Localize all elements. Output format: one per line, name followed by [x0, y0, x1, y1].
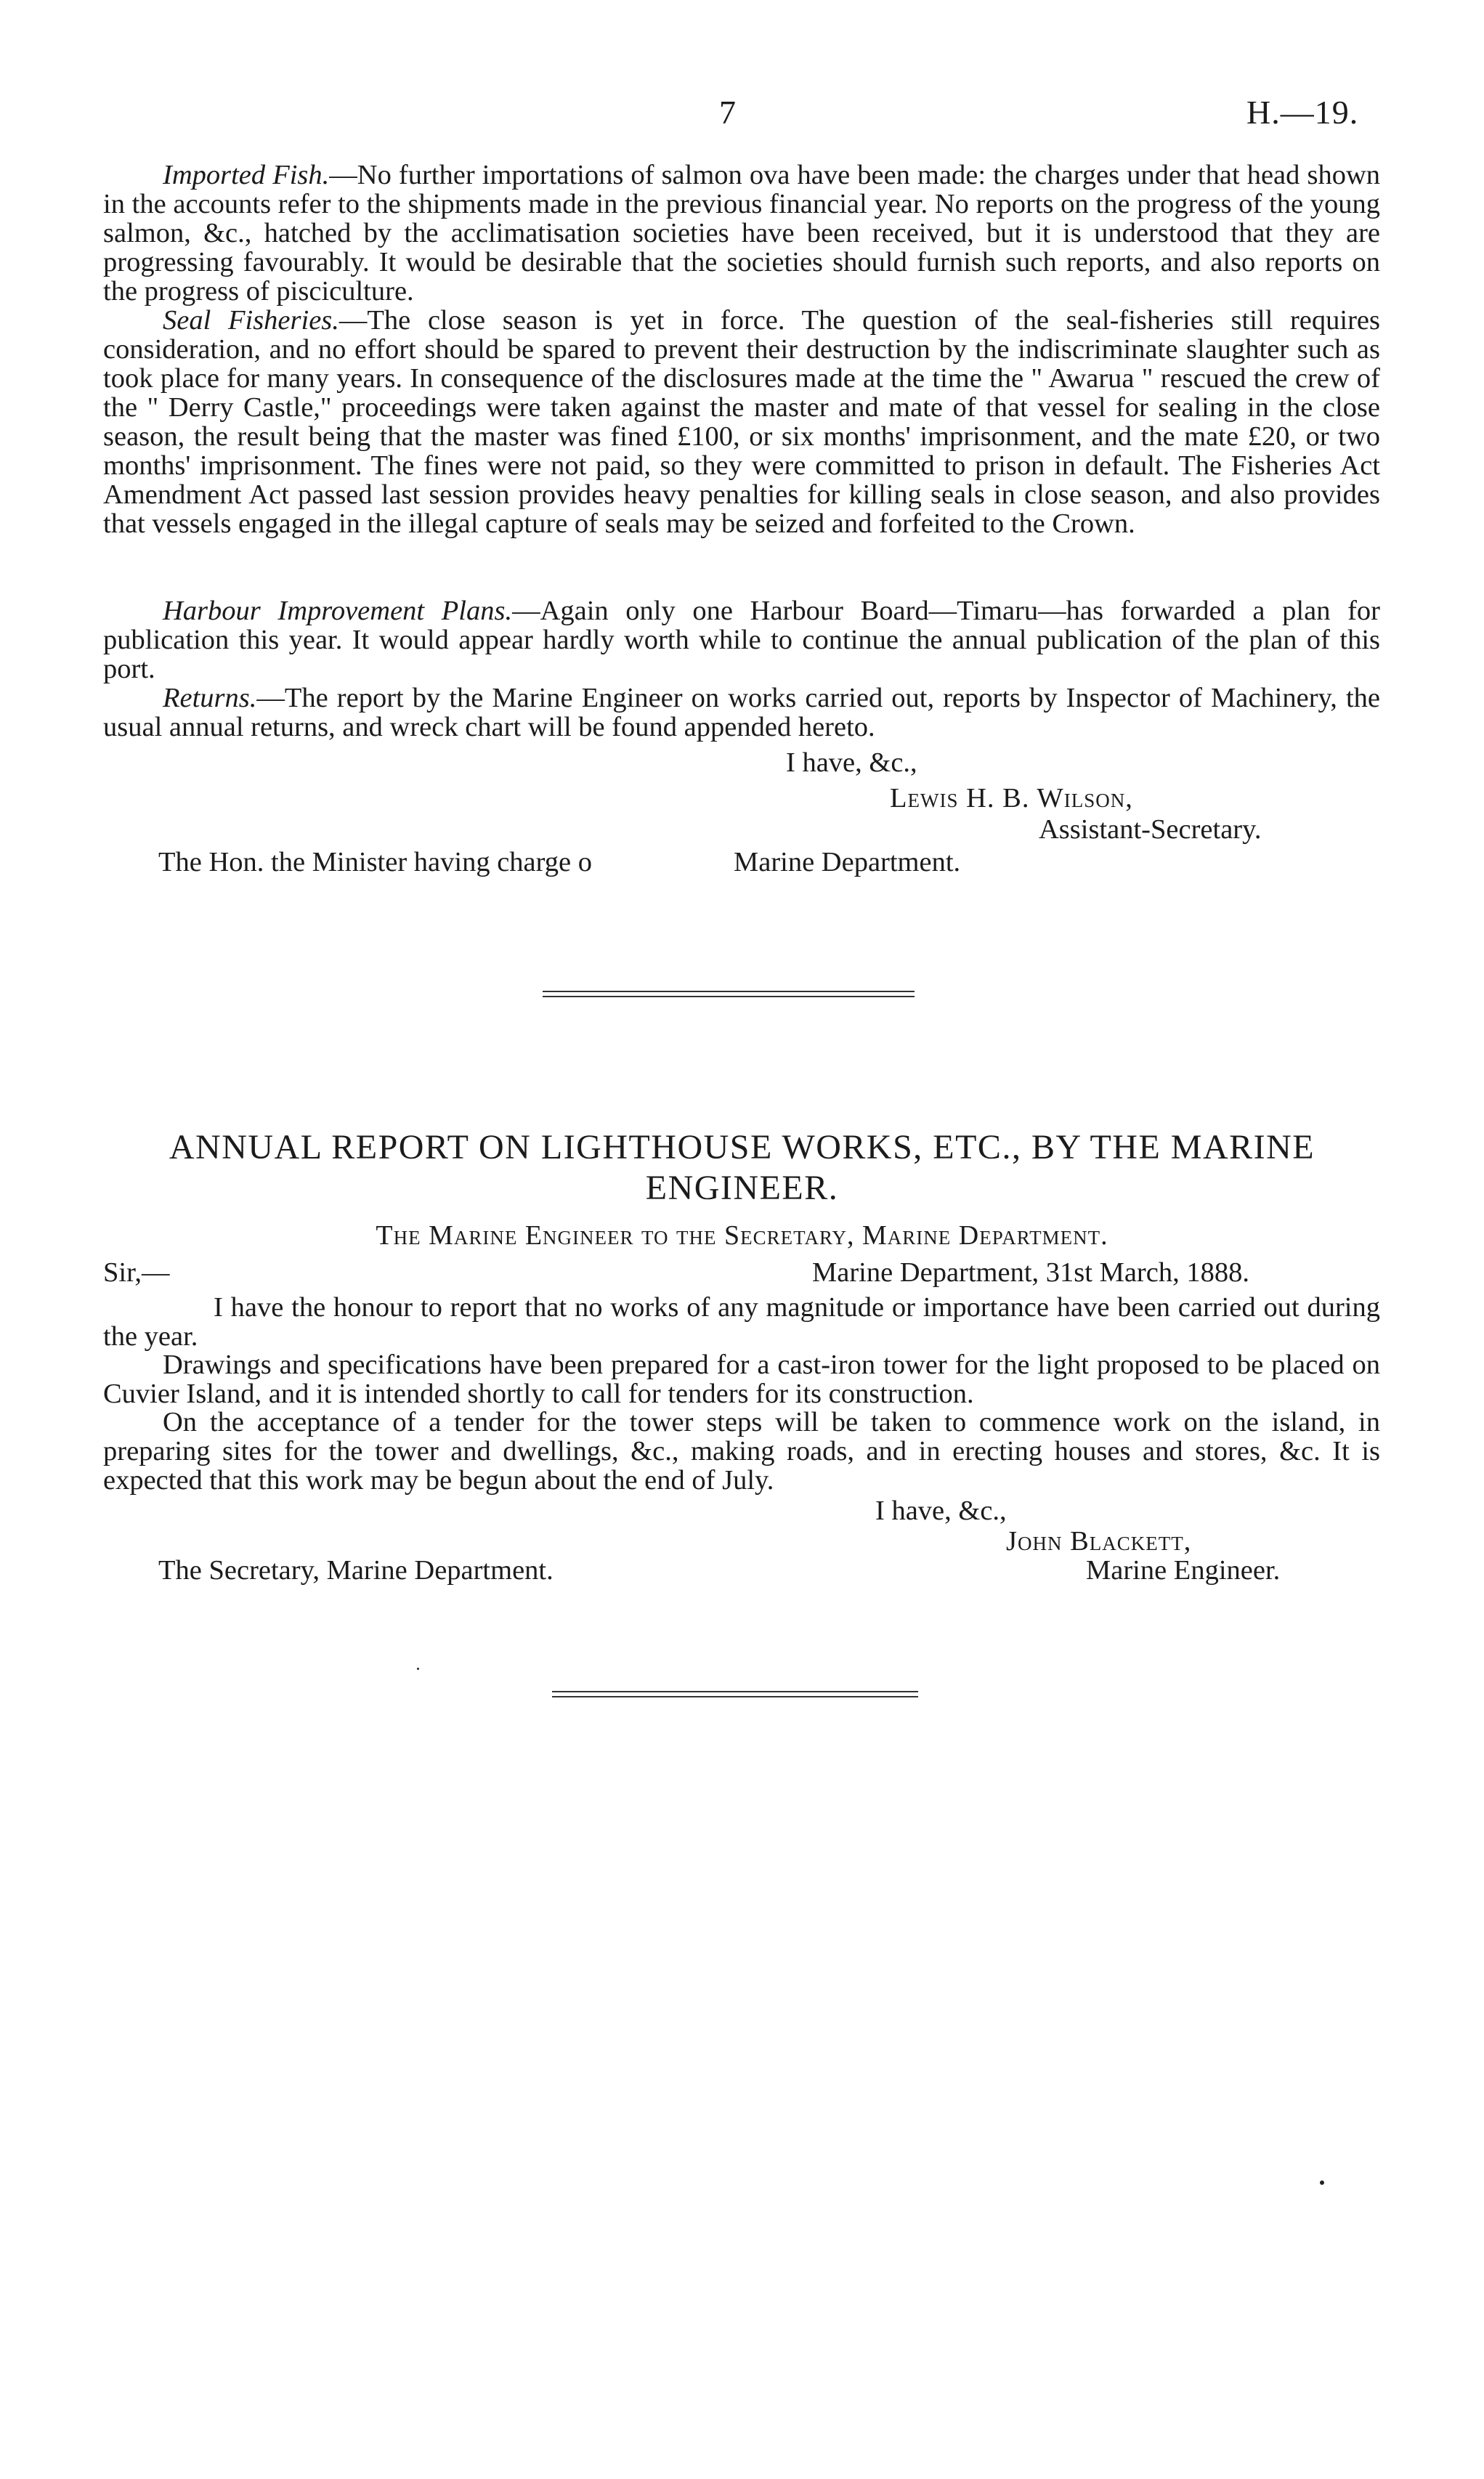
- report-addressee: The Secretary, Marine Department.: [158, 1555, 554, 1586]
- paragraph-text: —The close season is yet in force. The question of the seal-fisheries still requires consideration, and no effort should be spared to prevent their destruction by the indiscriminate slaughter such as took place for many years. In consequence of the disclosures made at the time the " Awarua " rescued the crew of the " Derry Castle," proceedings were taken against the master and mate of that vessel for sealing in the close season, the result being that the master was fined £100, or six months' imprisonment, and the mate £20, or two months' imprisonment. The fines were not paid, so they were committed to prison in default. The Fisheries Act Amendment Act passed last session provides heavy penalties for killing seals in close season, and also provides that vessels engaged in the illegal capture of seals may be seized and forfeited to the Crown.: [103, 305, 1380, 539]
- paragraph-lead: Seal Fisheries.: [163, 305, 339, 336]
- letter-addressee: The Hon. the Minister having charge o: [158, 847, 592, 877]
- signatory-title: Assistant-Secretary.: [1039, 814, 1262, 845]
- paragraph-text: —No further importations of salmon ova have been made: the charges under that head shown in the accounts refer to the shipments made in the previous financial year. No reports on the progress of the young salmon, &c., hatched by the acclimatisation societies have been received, but it is understood that they are progressing favourably. It would be desirable that the societies should furnish such reports, and also reports on the progress of pisciculture.: [103, 160, 1381, 307]
- page-number: 7: [719, 94, 736, 131]
- report-subheading: The Marine Engineer to the Secretary, Marine Department.: [376, 1220, 1108, 1251]
- paragraph-lead: Imported Fish.: [163, 160, 330, 190]
- report-closing: I have, &c.,: [875, 1496, 1007, 1526]
- section-divider: [543, 991, 915, 1001]
- report-signatory-title: Marine Engineer.: [1086, 1555, 1281, 1586]
- divider-line: [543, 996, 915, 997]
- report-paragraph: I have the honour to report that no works of any magnitude or importance have been carried out during the year.: [103, 1292, 1380, 1352]
- end-divider: [552, 1691, 918, 1701]
- report-heading: ANNUAL REPORT ON LIGHTHOUSE WORKS, ETC., BY THE MARINE ENGINEER.: [169, 1128, 1315, 1207]
- print-speck: [417, 1668, 419, 1670]
- document-reference: H.—19.: [1246, 94, 1359, 131]
- divider-line: [552, 1691, 918, 1692]
- letter-department: Marine Department.: [734, 847, 961, 877]
- report-place-date: Marine Department, 31st March, 1888.: [812, 1257, 1249, 1288]
- paragraph-text: —The report by the Marine Engineer on works carried out, reports by Inspector of Machinery, the usual annual returns, and wreck chart will be found appended hereto.: [103, 683, 1380, 742]
- report-signatory-name: John Blackett,: [1006, 1526, 1192, 1557]
- report-paragraph: Drawings and specifications have been prepared for a cast-iron tower for the light proposed to be placed on Cuvier Island, and it is intended shortly to call for tenders for its construction.: [103, 1350, 1380, 1409]
- divider-line: [543, 991, 915, 992]
- paragraph-imported-fish: [103, 161, 1380, 306]
- paragraph-harbour-plans: [103, 596, 1380, 683]
- paragraph-seal-fisheries: [103, 306, 1380, 538]
- print-speck: [1320, 2180, 1324, 2185]
- paragraph-lead: Harbour Improvement Plans.: [163, 596, 513, 626]
- letter-closing: I have, &c.,: [786, 747, 917, 778]
- report-paragraph: On the acceptance of a tender for the tower steps will be taken to commence work on the island, in preparing sites for the tower and dwellings, &c., making roads, and in erecting houses and stores, &c. It is expected that this work may be begun about the end of July.: [103, 1407, 1380, 1496]
- report-salutation: Sir,—: [103, 1257, 170, 1288]
- paragraph-lead: Returns.: [163, 683, 257, 713]
- paragraph-returns: [103, 683, 1380, 742]
- signatory-name: Lewis H. B. Wilson,: [890, 783, 1133, 814]
- paragraph-text: —Again only one Harbour Board—Timaru—has forwarded a plan for publication this year. It would appear hardly worth while to continue the annual publication of the plan of this port.: [103, 596, 1380, 684]
- divider-line: [552, 1696, 918, 1697]
